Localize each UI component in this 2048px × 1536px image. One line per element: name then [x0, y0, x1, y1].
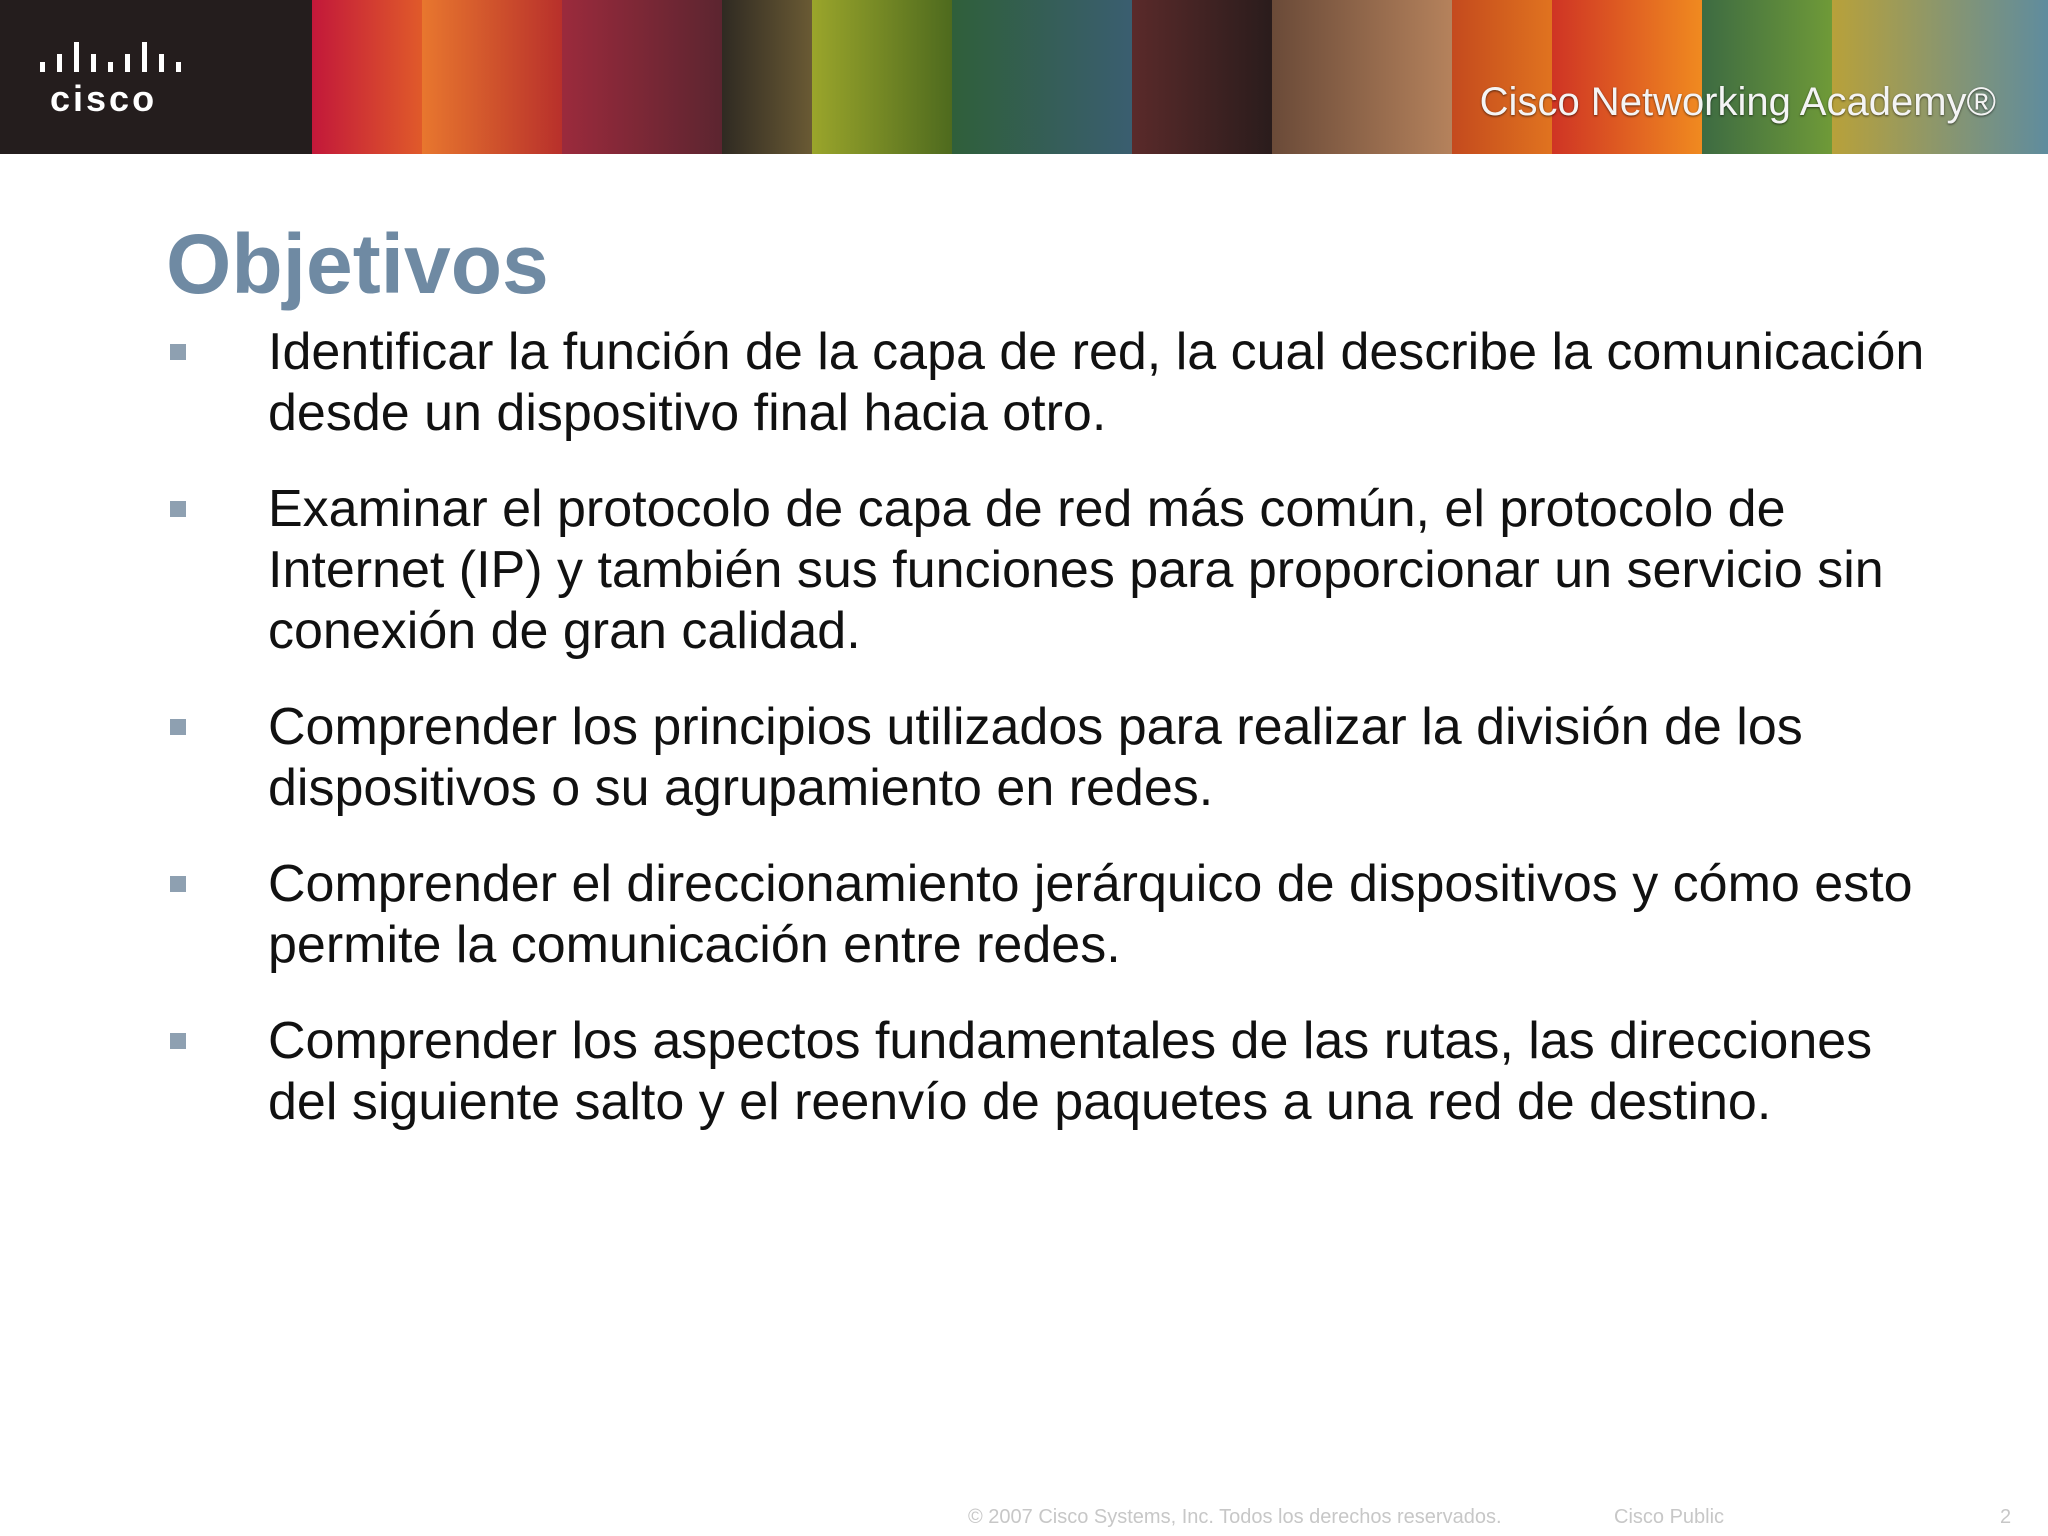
- square-bullet-icon: [170, 501, 186, 517]
- slide-title: Objetivos: [166, 217, 549, 311]
- page-number: 2: [2000, 1506, 2012, 1528]
- square-bullet-icon: [170, 1033, 186, 1049]
- bullet-text: Comprender el direccionamiento jerárquico de dispositivos y cómo esto permite la comunicación entre redes.: [268, 855, 1913, 974]
- cisco-wordmark: cisco: [50, 78, 158, 119]
- cisco-logo: [0, 0, 312, 154]
- bullet-item: [166, 1011, 1926, 1133]
- footer-classification: Cisco Public: [1614, 1506, 1725, 1528]
- bullet-item: [166, 479, 1926, 662]
- academy-label: Cisco Networking Academy®: [1479, 80, 1996, 124]
- bullet-item: [166, 854, 1926, 976]
- square-bullet-icon: [170, 876, 186, 892]
- bullet-item: [166, 322, 1926, 444]
- square-bullet-icon: [170, 719, 186, 735]
- cisco-bridge-bars-icon: [40, 40, 185, 80]
- bullet-text: Comprender los principios utilizados para realizar la división de los dispositivos o su agrupamiento en redes.: [268, 698, 1803, 817]
- people-photo-strip: [312, 0, 2048, 154]
- bullet-item: [166, 697, 1926, 819]
- bullet-text: Identificar la función de la capa de red, la cual describe la comunicación desde un dispositivo final hacia otro.: [268, 323, 1925, 442]
- footer-copyright: © 2007 Cisco Systems, Inc. Todos los derechos reservados.: [968, 1506, 1502, 1528]
- bullet-text: Comprender los aspectos fundamentales de las rutas, las direcciones del siguiente salto y el reenvío de paquetes a una red de destino.: [268, 1012, 1873, 1131]
- objectives-list: [166, 322, 1926, 1168]
- header-banner: [0, 0, 2048, 154]
- bullet-text: Examinar el protocolo de capa de red más común, el protocolo de Internet (IP) y también sus funciones para proporcionar un servicio sin conexión de gran calidad.: [268, 480, 1884, 660]
- square-bullet-icon: [170, 344, 186, 360]
